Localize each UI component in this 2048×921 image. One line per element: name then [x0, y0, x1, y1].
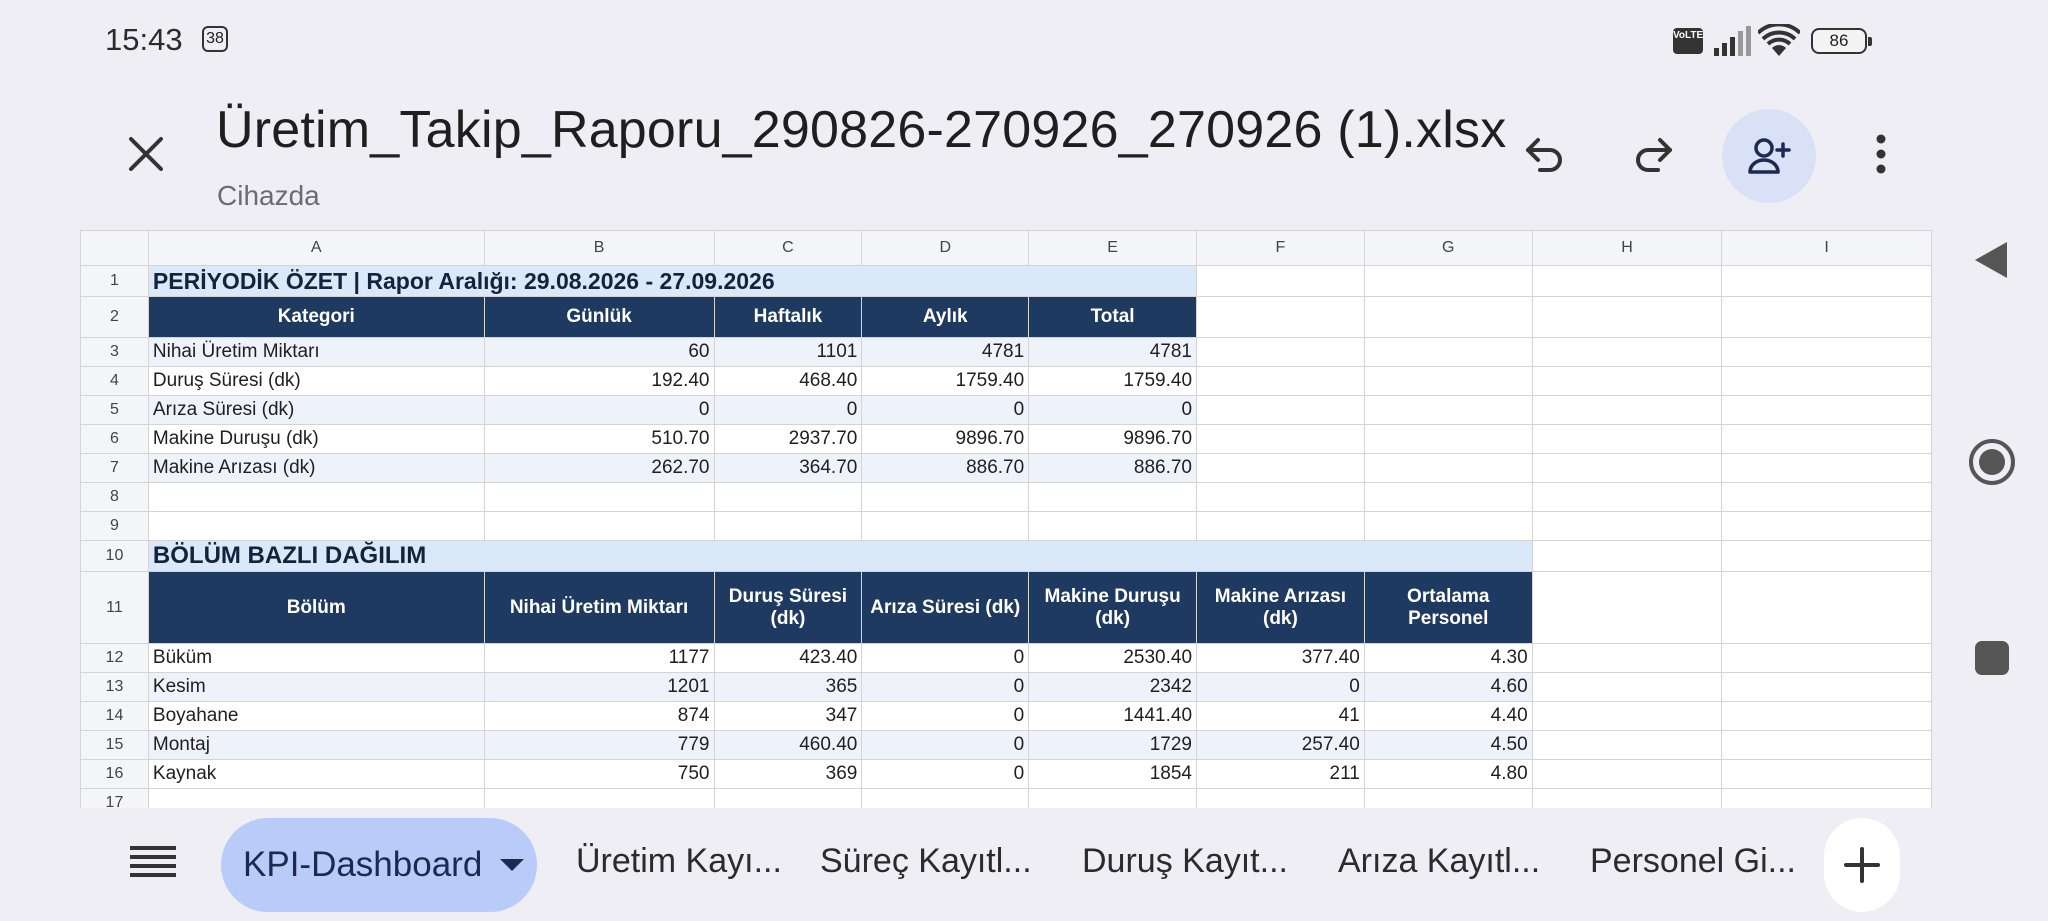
- row-header[interactable]: 8: [81, 483, 149, 512]
- cell[interactable]: Nihai Üretim Miktarı: [148, 338, 484, 367]
- cell[interactable]: [1197, 425, 1365, 454]
- cell[interactable]: [1197, 297, 1365, 338]
- cell[interactable]: 874: [484, 702, 714, 731]
- column-header[interactable]: A: [148, 231, 484, 266]
- cell[interactable]: [1029, 789, 1197, 809]
- header-cell[interactable]: Nihai Üretim Miktarı: [484, 572, 714, 644]
- signal-icon: [1712, 26, 1752, 56]
- dept-title-cell[interactable]: BÖLÜM BAZLI DAĞILIM: [148, 541, 1532, 572]
- cell[interactable]: [1722, 644, 1932, 673]
- more-vert-icon: [1875, 134, 1887, 174]
- column-header[interactable]: C: [714, 231, 862, 266]
- table-row: [81, 572, 1932, 644]
- cell[interactable]: 1101: [714, 338, 862, 367]
- volte-icon: VoLTE: [1673, 28, 1703, 54]
- header-cell[interactable]: Ortalama Personel: [1364, 572, 1532, 644]
- nav-home-icon[interactable]: [1967, 437, 2017, 487]
- cell[interactable]: 0: [862, 396, 1029, 425]
- redo-button[interactable]: [1618, 118, 1690, 190]
- row-header[interactable]: 10: [81, 541, 149, 572]
- cell[interactable]: [1722, 731, 1932, 760]
- header-cell[interactable]: Günlük: [484, 297, 714, 338]
- cell[interactable]: [1029, 483, 1197, 512]
- summary-title-cell[interactable]: PERİYODİK ÖZET | Rapor Aralığı: 29.08.2026 - 27.09.2026: [148, 266, 1196, 297]
- cell[interactable]: 9896.70: [862, 425, 1029, 454]
- cell[interactable]: 0: [862, 644, 1029, 673]
- row-header[interactable]: 1: [81, 266, 149, 297]
- cell[interactable]: [1722, 338, 1932, 367]
- cell[interactable]: 1729: [1029, 731, 1197, 760]
- cell[interactable]: [1197, 483, 1365, 512]
- row-header[interactable]: 7: [81, 454, 149, 483]
- cell[interactable]: [1722, 483, 1932, 512]
- table-row: [81, 760, 1932, 789]
- cell[interactable]: [1722, 367, 1932, 396]
- cell[interactable]: 257.40: [1197, 731, 1365, 760]
- column-header[interactable]: D: [862, 231, 1029, 266]
- cell[interactable]: [1532, 760, 1722, 789]
- table-row: [81, 673, 1932, 702]
- row-header[interactable]: 11: [81, 572, 149, 644]
- cell[interactable]: 4.50: [1364, 731, 1532, 760]
- cell[interactable]: 0: [862, 760, 1029, 789]
- cell[interactable]: [1364, 297, 1532, 338]
- cell[interactable]: [1722, 396, 1932, 425]
- cell[interactable]: [1722, 673, 1932, 702]
- cell[interactable]: 1854: [1029, 760, 1197, 789]
- cell[interactable]: [484, 512, 714, 541]
- cell[interactable]: [1364, 454, 1532, 483]
- cell[interactable]: 369: [714, 760, 862, 789]
- all-sheets-menu-icon[interactable]: [130, 842, 176, 882]
- cell[interactable]: 779: [484, 731, 714, 760]
- cell[interactable]: 41: [1197, 702, 1365, 731]
- battery-icon: 86: [1811, 28, 1867, 54]
- column-header[interactable]: E: [1029, 231, 1197, 266]
- cell[interactable]: Kaynak: [148, 760, 484, 789]
- status-bar: [0, 0, 2048, 80]
- cell[interactable]: 9896.70: [1029, 425, 1197, 454]
- row-header[interactable]: 5: [81, 396, 149, 425]
- cell[interactable]: 347: [714, 702, 862, 731]
- cell[interactable]: [862, 483, 1029, 512]
- cell[interactable]: [1532, 731, 1722, 760]
- cell[interactable]: [1722, 702, 1932, 731]
- cell[interactable]: [714, 789, 862, 809]
- plus-icon: [1844, 847, 1880, 883]
- table-row: [81, 297, 1932, 338]
- cell[interactable]: [1364, 338, 1532, 367]
- add-person-icon: [1747, 136, 1791, 176]
- close-icon: [127, 135, 165, 173]
- header-cell[interactable]: Total: [1029, 297, 1197, 338]
- cell[interactable]: 750: [484, 760, 714, 789]
- cell[interactable]: 0: [1197, 673, 1365, 702]
- cell[interactable]: 4.30: [1364, 644, 1532, 673]
- cell[interactable]: Montaj: [148, 731, 484, 760]
- file-title: Üretim_Takip_Raporu_290826-270926_270926 (1).xlsx: [216, 101, 1507, 159]
- cell[interactable]: Duruş Süresi (dk): [148, 367, 484, 396]
- chevron-down-icon[interactable]: [500, 859, 524, 871]
- cell[interactable]: Makine Arızası (dk): [148, 454, 484, 483]
- cell[interactable]: 60: [484, 338, 714, 367]
- tab-uretim-kayit[interactable]: Üretim Kayı...: [576, 842, 782, 880]
- row-header[interactable]: 2: [81, 297, 149, 338]
- cell[interactable]: [1532, 673, 1722, 702]
- table-row: [81, 789, 1932, 809]
- cell[interactable]: [1532, 425, 1722, 454]
- row-header[interactable]: 4: [81, 367, 149, 396]
- cell[interactable]: 423.40: [714, 644, 862, 673]
- cell[interactable]: [1722, 425, 1932, 454]
- cell[interactable]: Makine Duruşu (dk): [148, 425, 484, 454]
- row-header[interactable]: 12: [81, 644, 149, 673]
- cell[interactable]: Büküm: [148, 644, 484, 673]
- cell[interactable]: [1364, 789, 1532, 809]
- cell[interactable]: 886.70: [862, 454, 1029, 483]
- cell[interactable]: 468.40: [714, 367, 862, 396]
- cell[interactable]: [1364, 425, 1532, 454]
- cell[interactable]: [1722, 541, 1932, 572]
- row-header[interactable]: 9: [81, 512, 149, 541]
- cell[interactable]: 377.40: [1197, 644, 1365, 673]
- cell[interactable]: [148, 483, 484, 512]
- cell[interactable]: [1532, 541, 1722, 572]
- cell[interactable]: 2342: [1029, 673, 1197, 702]
- wifi-icon: [1758, 24, 1800, 58]
- table-row: [81, 338, 1932, 367]
- tab-durus-kayit[interactable]: Duruş Kayıt...: [1082, 842, 1288, 880]
- cell[interactable]: [714, 483, 862, 512]
- cell[interactable]: 1759.40: [862, 367, 1029, 396]
- cell[interactable]: [1532, 266, 1722, 297]
- cell[interactable]: [1532, 367, 1722, 396]
- cell[interactable]: [1197, 789, 1365, 809]
- cell[interactable]: Arıza Süresi (dk): [148, 396, 484, 425]
- cell[interactable]: [1532, 338, 1722, 367]
- cell[interactable]: [1197, 454, 1365, 483]
- cell[interactable]: [1532, 454, 1722, 483]
- table-row: [81, 483, 1932, 512]
- cell[interactable]: 0: [862, 731, 1029, 760]
- table-row: [81, 731, 1932, 760]
- cell[interactable]: [484, 789, 714, 809]
- table-row: [81, 512, 1932, 541]
- cell[interactable]: [1532, 644, 1722, 673]
- cell[interactable]: 0: [862, 702, 1029, 731]
- cell[interactable]: [862, 512, 1029, 541]
- redo-icon: [1632, 134, 1676, 174]
- notification-count-badge: 38: [202, 26, 228, 52]
- cell[interactable]: 4.40: [1364, 702, 1532, 731]
- cell[interactable]: 886.70: [1029, 454, 1197, 483]
- column-header[interactable]: I: [1722, 231, 1932, 266]
- cell[interactable]: 262.70: [484, 454, 714, 483]
- cell[interactable]: [1532, 483, 1722, 512]
- cell[interactable]: [1364, 367, 1532, 396]
- row-header[interactable]: 6: [81, 425, 149, 454]
- cell[interactable]: 0: [1029, 396, 1197, 425]
- table-row: [81, 425, 1932, 454]
- table-row: [81, 644, 1932, 673]
- header-cell[interactable]: Makine Duruşu (dk): [1029, 572, 1197, 644]
- cell[interactable]: [1722, 266, 1932, 297]
- table-row: [81, 367, 1932, 396]
- tab-personel[interactable]: Personel Gi...: [1590, 842, 1796, 880]
- cell[interactable]: [1532, 572, 1722, 644]
- tab-ariza-kayit[interactable]: Arıza Kayıtl...: [1338, 842, 1541, 880]
- cell[interactable]: [1532, 789, 1722, 809]
- nav-back-icon[interactable]: [1973, 240, 2009, 280]
- cell[interactable]: [1197, 512, 1365, 541]
- header-cell[interactable]: Bölüm: [148, 572, 484, 644]
- header-cell[interactable]: Haftalık: [714, 297, 862, 338]
- cell[interactable]: 1177: [484, 644, 714, 673]
- cell[interactable]: [1722, 297, 1932, 338]
- cell[interactable]: 1441.40: [1029, 702, 1197, 731]
- status-time: 15:43: [105, 22, 183, 57]
- spreadsheet-grid[interactable]: [80, 230, 1932, 808]
- row-header[interactable]: 14: [81, 702, 149, 731]
- cell[interactable]: 211: [1197, 760, 1365, 789]
- column-header-row: [81, 231, 1932, 266]
- row-header[interactable]: 13: [81, 673, 149, 702]
- cell[interactable]: [1364, 483, 1532, 512]
- cell[interactable]: [1197, 338, 1365, 367]
- cell[interactable]: 4781: [862, 338, 1029, 367]
- select-all-corner[interactable]: [81, 231, 149, 266]
- table-row: [81, 396, 1932, 425]
- cell[interactable]: [1722, 512, 1932, 541]
- nav-recents-icon[interactable]: [1975, 641, 2009, 675]
- row-header[interactable]: 15: [81, 731, 149, 760]
- cell[interactable]: [1722, 454, 1932, 483]
- cell[interactable]: 1759.40: [1029, 367, 1197, 396]
- cell[interactable]: 0: [714, 396, 862, 425]
- undo-icon: [1522, 134, 1566, 174]
- cell[interactable]: [1029, 512, 1197, 541]
- column-header[interactable]: B: [484, 231, 714, 266]
- cell[interactable]: [1532, 297, 1722, 338]
- cell[interactable]: 4.80: [1364, 760, 1532, 789]
- tab-surec-kayit[interactable]: Süreç Kayıtl...: [820, 842, 1032, 880]
- cell[interactable]: 0: [862, 673, 1029, 702]
- cell[interactable]: [1197, 266, 1365, 297]
- tab-kpi-dashboard[interactable]: [221, 818, 537, 912]
- header-cell[interactable]: Aylık: [862, 297, 1029, 338]
- cell[interactable]: 4.60: [1364, 673, 1532, 702]
- cell[interactable]: [1532, 396, 1722, 425]
- cell[interactable]: [1722, 572, 1932, 644]
- cell[interactable]: 1201: [484, 673, 714, 702]
- cell[interactable]: 192.40: [484, 367, 714, 396]
- header-cell[interactable]: Arıza Süresi (dk): [862, 572, 1029, 644]
- row-header[interactable]: 17: [81, 789, 149, 809]
- table-row: [81, 454, 1932, 483]
- cell[interactable]: Kesim: [148, 673, 484, 702]
- cell[interactable]: 4781: [1029, 338, 1197, 367]
- cell[interactable]: [1364, 512, 1532, 541]
- table-row: [81, 266, 1932, 297]
- tab-label: KPI-Dashboard: [243, 845, 483, 884]
- column-header[interactable]: G: [1364, 231, 1532, 266]
- table-row: [81, 541, 1932, 572]
- cell[interactable]: [1532, 702, 1722, 731]
- header-cell[interactable]: Kategori: [148, 297, 484, 338]
- cell[interactable]: [714, 512, 862, 541]
- cell[interactable]: [1364, 266, 1532, 297]
- cell[interactable]: [1722, 760, 1932, 789]
- cell[interactable]: [1197, 396, 1365, 425]
- add-sheet-button[interactable]: [1824, 818, 1900, 912]
- cell[interactable]: 2530.40: [1029, 644, 1197, 673]
- header-cell[interactable]: Duruş Süresi (dk): [714, 572, 862, 644]
- cell[interactable]: 460.40: [714, 731, 862, 760]
- cell[interactable]: 510.70: [484, 425, 714, 454]
- cell[interactable]: 0: [484, 396, 714, 425]
- share-button[interactable]: [1722, 109, 1816, 203]
- cell[interactable]: 2937.70: [714, 425, 862, 454]
- undo-button[interactable]: [1508, 118, 1580, 190]
- more-options-button[interactable]: [1845, 118, 1917, 190]
- cell[interactable]: [1364, 396, 1532, 425]
- cell[interactable]: [1197, 367, 1365, 396]
- column-header[interactable]: H: [1532, 231, 1722, 266]
- column-header[interactable]: F: [1197, 231, 1365, 266]
- cell[interactable]: [148, 512, 484, 541]
- table-row: [81, 702, 1932, 731]
- sheet-table: [80, 230, 1932, 808]
- cell[interactable]: Boyahane: [148, 702, 484, 731]
- sheet-tab-bar: [0, 812, 2048, 921]
- cell[interactable]: [484, 483, 714, 512]
- cell[interactable]: 364.70: [714, 454, 862, 483]
- cell[interactable]: [1532, 512, 1722, 541]
- close-button[interactable]: [120, 128, 172, 180]
- cell[interactable]: [862, 789, 1029, 809]
- cell[interactable]: 365: [714, 673, 862, 702]
- cell[interactable]: [148, 789, 484, 809]
- row-header[interactable]: 3: [81, 338, 149, 367]
- file-location: Cihazda: [217, 180, 320, 211]
- header-cell[interactable]: Makine Arızası (dk): [1197, 572, 1365, 644]
- cell[interactable]: [1722, 789, 1932, 809]
- row-header[interactable]: 16: [81, 760, 149, 789]
